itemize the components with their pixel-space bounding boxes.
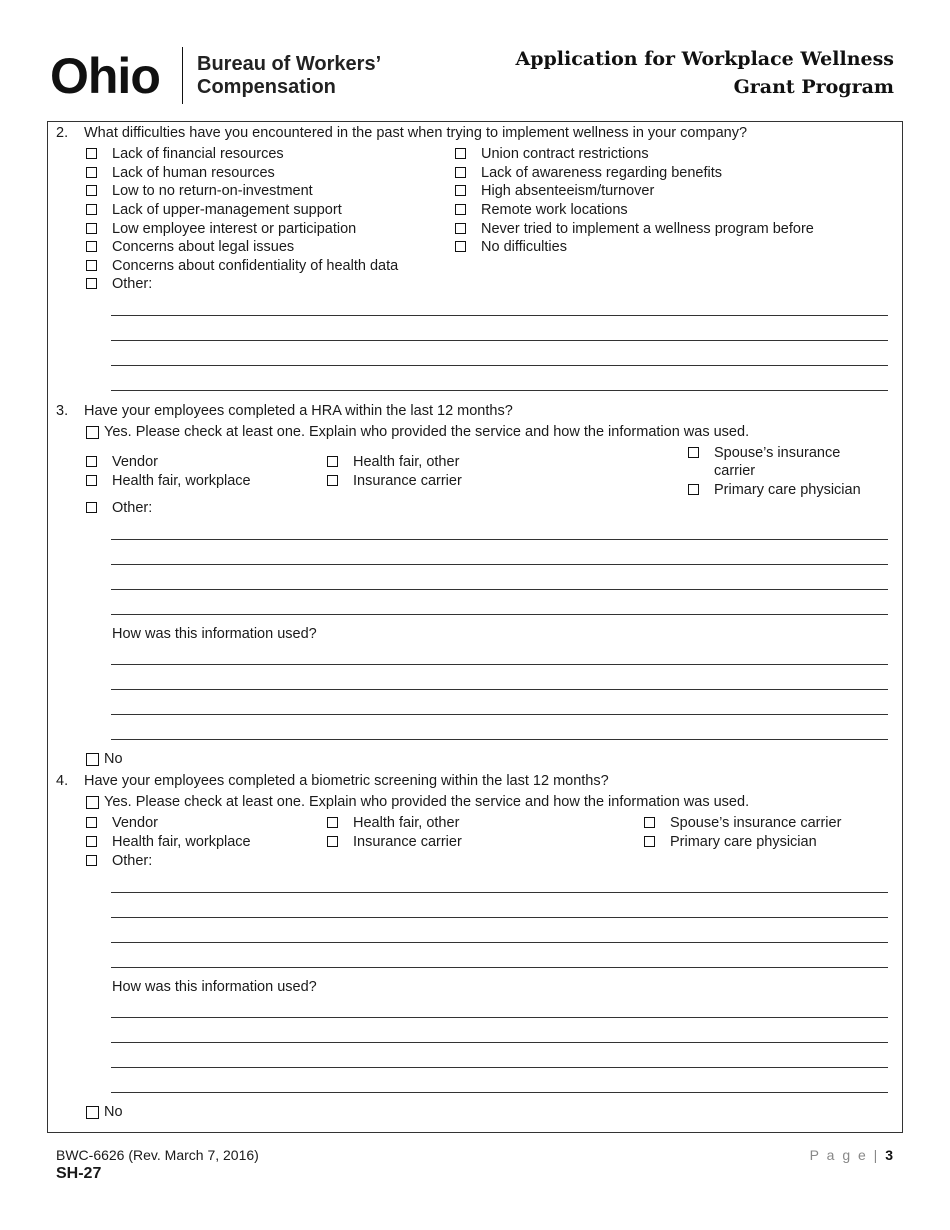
q3-primary-care-label: Primary care physician — [714, 482, 861, 498]
q2-right-option: Never tried to implement a wellness program before — [481, 221, 814, 237]
q2-right-option: Union contract restrictions — [481, 146, 649, 162]
q3-no-checkbox[interactable] — [86, 753, 99, 766]
q3-info-line[interactable] — [111, 714, 888, 715]
q2-left-checkbox-3[interactable] — [86, 204, 97, 215]
q2-right-option: High absenteeism/turnover — [481, 183, 655, 199]
page-title: Application for Workplace Wellness Grant Program — [515, 48, 894, 98]
q3-other-label: Other: — [112, 500, 153, 516]
q2-answer-line[interactable] — [111, 340, 888, 341]
q3-vendor-label: Vendor — [112, 454, 158, 470]
q4-other-line[interactable] — [111, 917, 888, 918]
q2-left-option: Other: — [112, 276, 153, 292]
q2-left-option: Concerns about legal issues — [112, 239, 295, 255]
q4-no-checkbox[interactable] — [86, 1106, 99, 1119]
q2-answer-line[interactable] — [111, 315, 888, 316]
q2-left-checkbox-1[interactable] — [86, 167, 97, 178]
q2-left-option: Lack of human resources — [112, 165, 275, 181]
q3-info-line[interactable] — [111, 739, 888, 740]
q4-info-used-label: How was this information used? — [112, 979, 317, 995]
q2-left-option: Low to no return-on-investment — [112, 183, 313, 199]
q4-health-fair-workplace-label: Health fair, workplace — [112, 834, 251, 850]
q4-insurance-carrier-checkbox[interactable] — [327, 836, 338, 847]
q2-right-checkbox-0[interactable] — [455, 148, 466, 159]
q2-right-checkbox-2[interactable] — [455, 185, 466, 196]
q2-right-checkbox-4[interactable] — [455, 223, 466, 234]
page-number: P a g e | 3 — [809, 1147, 893, 1163]
bureau-logo-text: Bureau of Workers’ Compensation — [197, 53, 382, 98]
q4-other-line[interactable] — [111, 942, 888, 943]
q3-yes-label: Yes. Please check at least one. Explain who provided the service and how the information was used. — [104, 424, 750, 440]
q2-right-checkbox-1[interactable] — [455, 167, 466, 178]
q3-primary-care-checkbox[interactable] — [688, 484, 699, 495]
q2-left-option: Low employee interest or participation — [112, 221, 357, 237]
q3-insurance-carrier-label: Insurance carrier — [353, 473, 462, 489]
q2-right-option: No difficulties — [481, 239, 567, 255]
form-code: BWC-6626 (Rev. March 7, 2016) — [56, 1147, 259, 1163]
q4-health-fair-workplace-checkbox[interactable] — [86, 836, 97, 847]
q3-health-fair-workplace-checkbox[interactable] — [86, 475, 97, 486]
q2-answer-line[interactable] — [111, 390, 888, 391]
q4-health-fair-other-checkbox[interactable] — [327, 817, 338, 828]
q4-primary-care-checkbox[interactable] — [644, 836, 655, 847]
q2-left-checkbox-7[interactable] — [86, 278, 97, 289]
q4-other-line[interactable] — [111, 892, 888, 893]
q3-other-line[interactable] — [111, 589, 888, 590]
q4-other-label: Other: — [112, 853, 153, 869]
q4-vendor-checkbox[interactable] — [86, 817, 97, 828]
q4-vendor-label: Vendor — [112, 815, 158, 831]
q2-left-checkbox-2[interactable] — [86, 185, 97, 196]
q2-left-checkbox-4[interactable] — [86, 223, 97, 234]
q3-health-fair-workplace-label: Health fair, workplace — [112, 473, 251, 489]
q3-vendor-checkbox[interactable] — [86, 456, 97, 467]
q2-left-option: Lack of upper-management support — [112, 202, 342, 218]
q2-left-checkbox-5[interactable] — [86, 241, 97, 252]
q4-no-label: No — [104, 1104, 123, 1120]
q3-info-line[interactable] — [111, 664, 888, 665]
q3-other-checkbox[interactable] — [86, 502, 97, 513]
q4-health-fair-other-label: Health fair, other — [353, 815, 460, 831]
q2-right-option: Remote work locations — [481, 202, 628, 218]
q3-spouse-carrier-label: Spouse’s insurance carrier — [714, 445, 841, 479]
q4-other-checkbox[interactable] — [86, 855, 97, 866]
sh-code: SH-27 — [56, 1165, 102, 1182]
q3-other-line[interactable] — [111, 539, 888, 540]
q3-spouse-carrier-checkbox[interactable] — [688, 447, 699, 458]
q4-primary-care-label: Primary care physician — [670, 834, 817, 850]
q4-yes-label: Yes. Please check at least one. Explain who provided the service and how the information was used. — [104, 794, 750, 810]
q4-yes-checkbox[interactable] — [86, 796, 99, 809]
q2-right-checkbox-3[interactable] — [455, 204, 466, 215]
q3-info-line[interactable] — [111, 689, 888, 690]
q4-number: 4. — [56, 773, 69, 789]
q4-question: Have your employees completed a biometric screening within the last 12 months? — [84, 773, 609, 789]
q4-info-line[interactable] — [111, 1067, 888, 1068]
q3-yes-checkbox[interactable] — [86, 426, 99, 439]
q2-left-option: Lack of financial resources — [112, 146, 284, 162]
q2-left-checkbox-6[interactable] — [86, 260, 97, 271]
q4-other-line[interactable] — [111, 967, 888, 968]
q3-info-used-label: How was this information used? — [112, 626, 317, 642]
q3-health-fair-other-label: Health fair, other — [353, 454, 460, 470]
q3-other-line[interactable] — [111, 564, 888, 565]
q4-info-line[interactable] — [111, 1042, 888, 1043]
q4-info-line[interactable] — [111, 1017, 888, 1018]
q2-right-option: Lack of awareness regarding benefits — [481, 165, 723, 181]
ohio-logo: Ohio — [50, 48, 160, 104]
q3-other-line[interactable] — [111, 614, 888, 615]
q2-number: 2. — [56, 125, 69, 141]
q3-number: 3. — [56, 403, 69, 419]
q4-insurance-carrier-label: Insurance carrier — [353, 834, 462, 850]
q3-no-label: No — [104, 751, 123, 767]
q3-health-fair-other-checkbox[interactable] — [327, 456, 338, 467]
q2-answer-line[interactable] — [111, 365, 888, 366]
q2-left-option: Concerns about confidentiality of health data — [112, 258, 399, 274]
logo-divider — [182, 47, 183, 104]
q2-right-checkbox-5[interactable] — [455, 241, 466, 252]
q2-question: What difficulties have you encountered in the past when trying to implement wellness in your company? — [84, 125, 748, 141]
q2-left-checkbox-0[interactable] — [86, 148, 97, 159]
q4-info-line[interactable] — [111, 1092, 888, 1093]
q4-spouse-carrier-checkbox[interactable] — [644, 817, 655, 828]
q3-insurance-carrier-checkbox[interactable] — [327, 475, 338, 486]
q3-question: Have your employees completed a HRA within the last 12 months? — [84, 403, 513, 419]
q4-spouse-carrier-label: Spouse’s insurance carrier — [670, 815, 842, 831]
